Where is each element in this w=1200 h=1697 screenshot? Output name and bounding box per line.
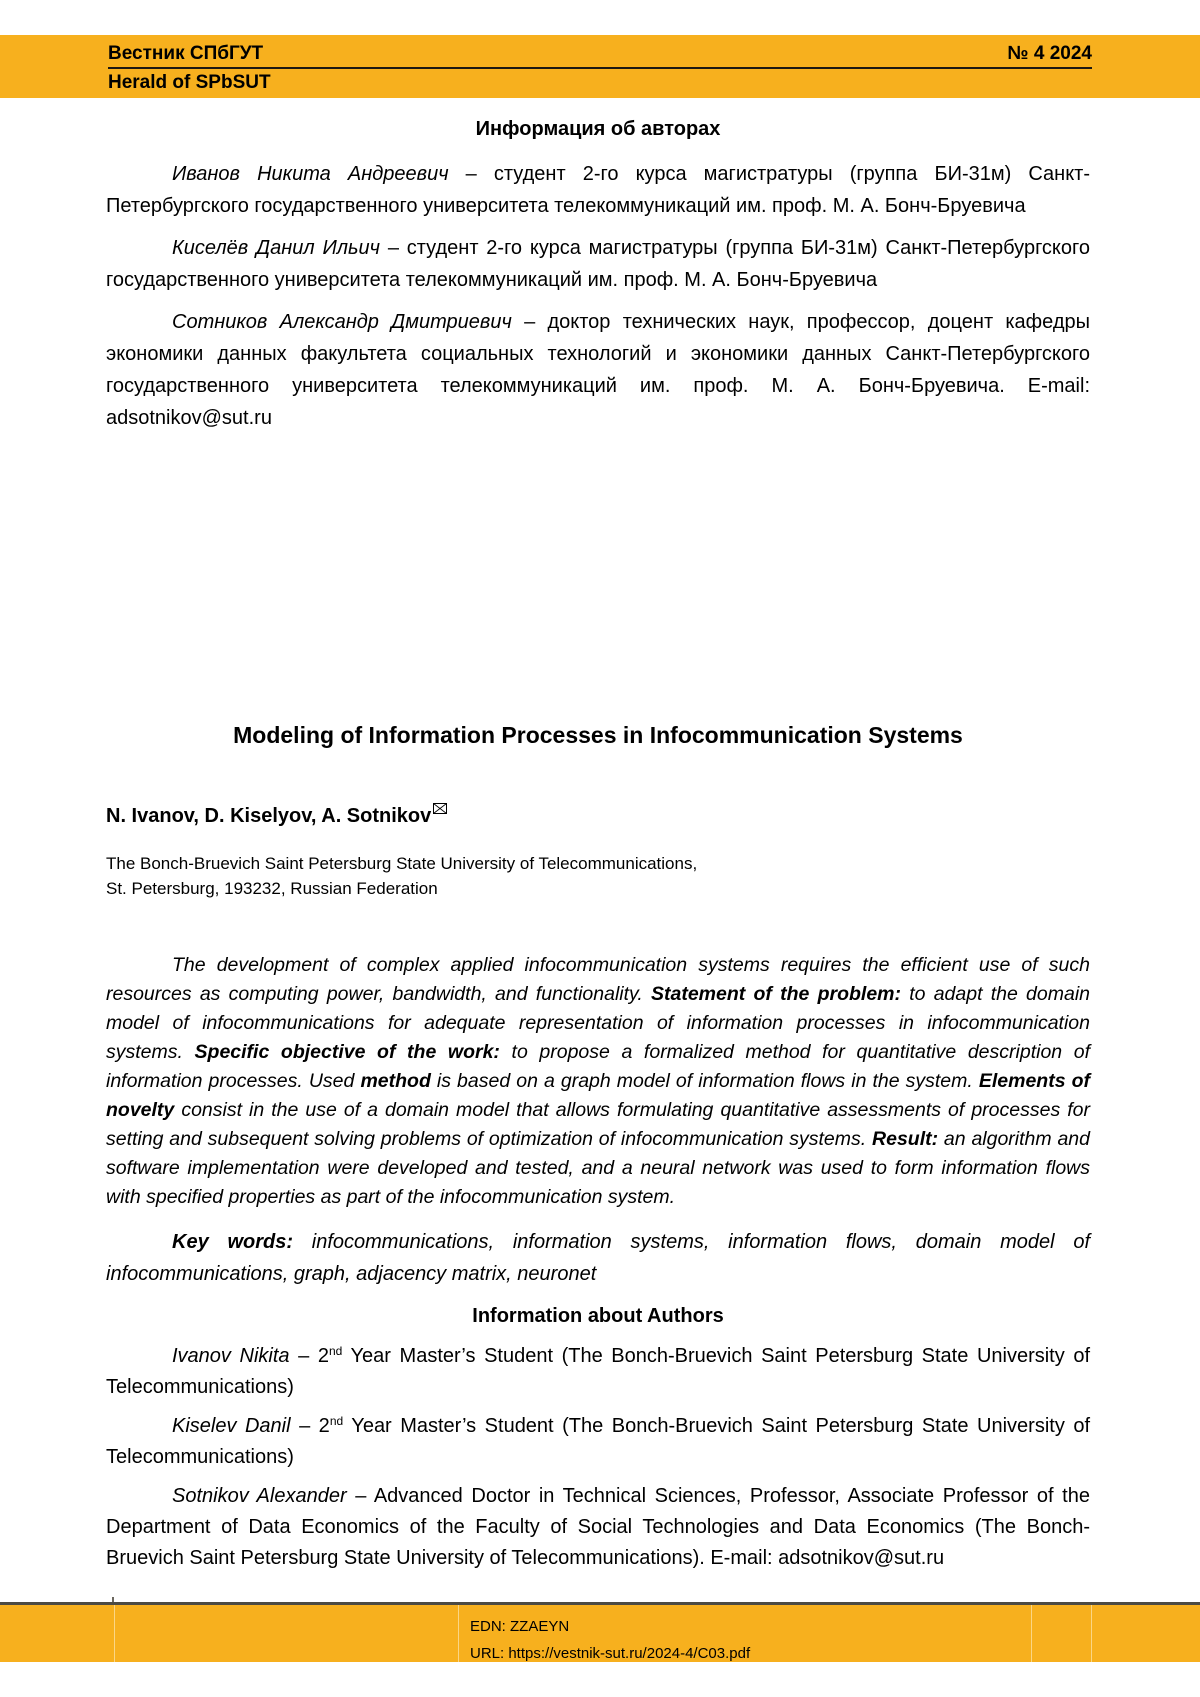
author-details: Year Master’s Student (The Bonch-Bruevich Saint Petersburg State University of Telecommunications) (106, 1345, 1091, 1398)
author-name: Иванов Никита Андреевич (172, 163, 449, 185)
ru-author-paragraph-2 (106, 232, 1090, 296)
abstract-segment: is based on a graph model of information flows in the system. (430, 1069, 979, 1092)
author-dash: – 2 (289, 1345, 329, 1367)
author-dash: – (346, 1485, 367, 1507)
article-keywords (106, 1226, 1090, 1290)
keywords-text: infocommunications, information systems, information flows, domain model of infocommunications, graph, adjacency matrix, neuronet (106, 1231, 1090, 1285)
author-details: Year Master’s Student (The Bonch-Bruevich Saint Petersburg State University of Telecommunications) (106, 1415, 1091, 1468)
footer-cell-divider (114, 1605, 115, 1662)
abstract-segment: The development of complex applied infocommunication systems requires the efficient use of such resources as computing power, bandwidth, and functionality. (106, 953, 1090, 1005)
issue-number: № 4 2024 (1007, 43, 1092, 64)
ordinal-suffix: nd (329, 1414, 344, 1428)
en-author-paragraph-2 (106, 1411, 1090, 1473)
abstract-segment: to propose a formalized method for quantitative description of information processes. Used (106, 1040, 1090, 1092)
footer-identifiers (470, 1613, 750, 1667)
journal-header-inner (108, 35, 1092, 93)
ru-authors-section (106, 116, 1090, 444)
article-affiliation (106, 851, 1090, 901)
abstract-segment-emph: method (360, 1069, 431, 1092)
en-author-paragraph-3 (106, 1481, 1090, 1574)
header-top-row (108, 43, 1092, 69)
article-title: Modeling of Information Processes in Infocommunication Systems (233, 722, 963, 748)
article-abstract (106, 951, 1090, 1212)
ordinal-suffix: nd (328, 1344, 343, 1358)
ru-author-paragraph-3 (106, 306, 1090, 434)
affiliation-line-2: St. Petersburg, 193232, Russian Federation (106, 879, 438, 898)
journal-title-en: Herald of SPbSUT (108, 72, 271, 93)
abstract-segment: an algorithm and software implementation were developed and tested, and a neural network was used to form information flows with specified properties as part of the infocommunication system. (106, 1127, 1090, 1208)
abstract-segment: consist in the use of a domain model that allows formulating quantitative assessments of processes for setting and subsequent solving problems of optimization of infocommunication systems. (106, 1098, 1090, 1150)
abstract-segment-emph: Specific objective of the work: (194, 1040, 500, 1063)
affiliation-line-1: The Bonch-Bruevich Saint Petersburg State University of Telecommunications, (106, 854, 698, 873)
footer-edn: EDN: ZZAEYN (470, 1618, 570, 1635)
footer-url: URL: https://vestnik-sut.ru/2024-4/C03.pdf (470, 1645, 751, 1662)
journal-header-band (0, 35, 1200, 98)
journal-title-ru: Вестник СПбГУТ (108, 43, 264, 64)
author-details: – студент 2-го курса магистратуры (группа БИ-31м) Санкт-Петербургского государственного университета телекоммуникаций им. проф. М. А. Бонч-Бруевича (106, 163, 1090, 217)
en-authors-section (106, 1303, 1090, 1582)
abstract-segment-emph: Elements of novelty (106, 1069, 1091, 1121)
author-name: Сотников Александр Дмитриевич (172, 311, 512, 333)
author-name: Kiselev Danil (172, 1415, 291, 1437)
author-name: Sotnikov Alexander (172, 1485, 347, 1507)
author-name: Киселёв Данил Ильич (172, 237, 381, 259)
ru-author-paragraph-1 (106, 158, 1090, 222)
footer-cell-divider (458, 1605, 459, 1662)
author-details: Advanced Doctor in Technical Sciences, Professor, Associate Professor of the Department of Data Economics of the Faculty of Social Technologies and Data Economics (The Bonch-Bruevich Saint Petersburg State University of Telecommunications). E-mail: adsotnikov@sut.ru (106, 1485, 1090, 1569)
author-details: – доктор технических наук, профессор, доцент кафедры экономики данных факультета социальных технологий и экономики данных Санкт-Петербургского государственного университета телекоммуникаций им. проф. М. А. Бонч-Бруевича. E-mail: adsotnikov@sut.ru (106, 311, 1090, 429)
abstract-segment-emph: Result: (872, 1127, 939, 1150)
footer-cell-divider (1091, 1605, 1092, 1662)
envelope-icon (433, 795, 447, 821)
section-heading-en: Information about Authors (472, 1305, 724, 1327)
en-author-paragraph-1 (106, 1341, 1090, 1403)
article-authors-text: N. Ivanov, D. Kiselyov, A. Sotnikov (106, 805, 432, 827)
keywords-label: Key words: (172, 1231, 294, 1253)
abstract-segment-emph: Statement of the problem: (650, 982, 901, 1005)
footer-tick-mark (112, 1597, 114, 1602)
author-dash: – 2 (290, 1415, 330, 1437)
abstract-segment: to adapt the domain model of infocommunications for adequate representation of information processes in infocommunication systems. (106, 982, 1091, 1063)
author-details: – студент 2-го курса магистратуры (группа БИ-31м) Санкт-Петербургского государственного университета телекоммуникаций им. проф. М. А. Бонч-Бруевича (106, 237, 1091, 291)
footer-cell-divider (1031, 1605, 1032, 1662)
article-authors-line (106, 795, 1090, 829)
author-name: Ivanov Nikita (172, 1345, 290, 1367)
section-heading-ru: Информация об авторах (475, 118, 721, 140)
